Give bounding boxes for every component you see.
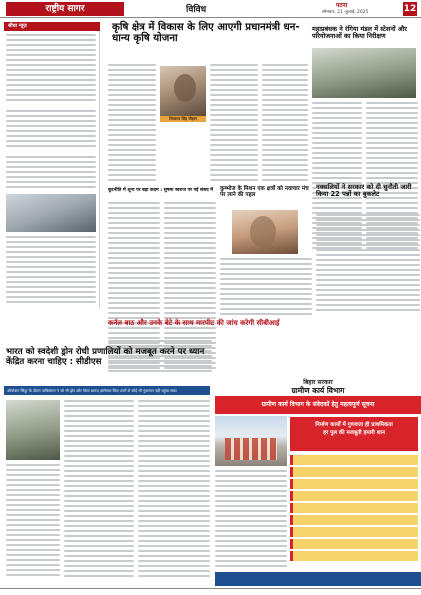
article-text-block bbox=[316, 214, 420, 318]
naxal-headline: नक्सलियों ने सरकार को दी चुनौती जारी किया 22 पन्नों का बुकलेट bbox=[316, 183, 412, 199]
left-briefs-column bbox=[4, 22, 100, 308]
brief-text-block bbox=[6, 236, 96, 306]
main-headline: कृषि क्षेत्र में विकास के लिए आएगी प्रधानमंत्री धन-धान्य कृषि योजना bbox=[112, 22, 300, 45]
edition-date: सोमवार, 21 जुलाई, 2025 bbox=[322, 10, 369, 15]
article-text-block bbox=[6, 464, 60, 584]
ad-guidelines bbox=[290, 455, 418, 563]
brief-text-block bbox=[6, 34, 96, 104]
cds-photo bbox=[6, 400, 60, 460]
brief-photo bbox=[6, 194, 96, 232]
article-text-block bbox=[262, 64, 308, 184]
page-number: 12 bbox=[403, 4, 417, 14]
page-footer-rule bbox=[0, 588, 421, 595]
ad-text-block bbox=[215, 470, 287, 570]
drone-headline: भारत को स्वदेशी ड्रोन रोधी प्रणालियों को मजबूत करने पर ध्यान केंद्रित करना चाहिए : सीडीएस bbox=[6, 347, 205, 367]
ad-banner: ग्रामीण कार्य विभाग के संवेदकों हेतु महत्वपूर्ण सूचना bbox=[215, 396, 421, 414]
ad-quality-line1: निर्माण कार्यों में गुणवत्ता ही प्राथमिकता bbox=[315, 422, 393, 428]
ad-org: बिहार सरकार bbox=[303, 379, 333, 386]
section-title: विविध bbox=[186, 5, 207, 15]
article-text-block bbox=[138, 400, 210, 584]
drone-subline: ऑपरेशन सिंदूर के दौरान पाकिस्तान ने जो भी ड्रोन और गोला बारूद इस्तेमाल किए उनमें से कोई भी नुकसान नहीं पहुंचा सका bbox=[4, 386, 210, 395]
brief-text-block bbox=[6, 110, 96, 150]
portrait-photo bbox=[232, 210, 298, 254]
minister-caption: शिवराज सिंह चौहान bbox=[160, 116, 206, 122]
ad-quality-line2: हर पुल की मजबूती हमारी शान bbox=[323, 430, 385, 437]
right-headline: महाप्रबंधक ने रंगिया मंडल में स्टेशनों और परियोजनाओं का किया निरीक्षण bbox=[312, 25, 407, 41]
article-text-block bbox=[220, 258, 312, 318]
ad-footer bbox=[215, 572, 421, 586]
article-text-block bbox=[210, 64, 258, 184]
ad-dept: ग्रामीण कार्य विभाग bbox=[291, 386, 345, 395]
briefs-tag: सीधा न्यूज़ bbox=[4, 22, 100, 31]
article-text-block bbox=[108, 64, 156, 184]
brief-text-block bbox=[6, 156, 96, 191]
newspaper-brand: राष्ट्रीय सागर bbox=[6, 2, 124, 16]
ad-quality-box bbox=[290, 417, 418, 451]
minister-photo bbox=[160, 66, 206, 116]
edition-city: पटना bbox=[336, 2, 348, 9]
bridge-photo bbox=[215, 416, 287, 466]
kumbh-headline: कुम्भोज के मिशन एक क्षत्रों को नवाचार मंच पर लाने की पहल bbox=[220, 186, 309, 199]
mid-left-headline: कूटनीति में शून्य पर बड़ा कदम : सुषमा स्वराज पर गई संसद में bbox=[108, 188, 214, 193]
colonel-headline: कर्नल बाठ और उनके बेटे के साथ मारपीट की जांच करेगी सीबीआई bbox=[108, 319, 280, 327]
article-text-block bbox=[64, 400, 134, 584]
masthead bbox=[0, 0, 421, 18]
inspection-photo bbox=[312, 48, 416, 98]
